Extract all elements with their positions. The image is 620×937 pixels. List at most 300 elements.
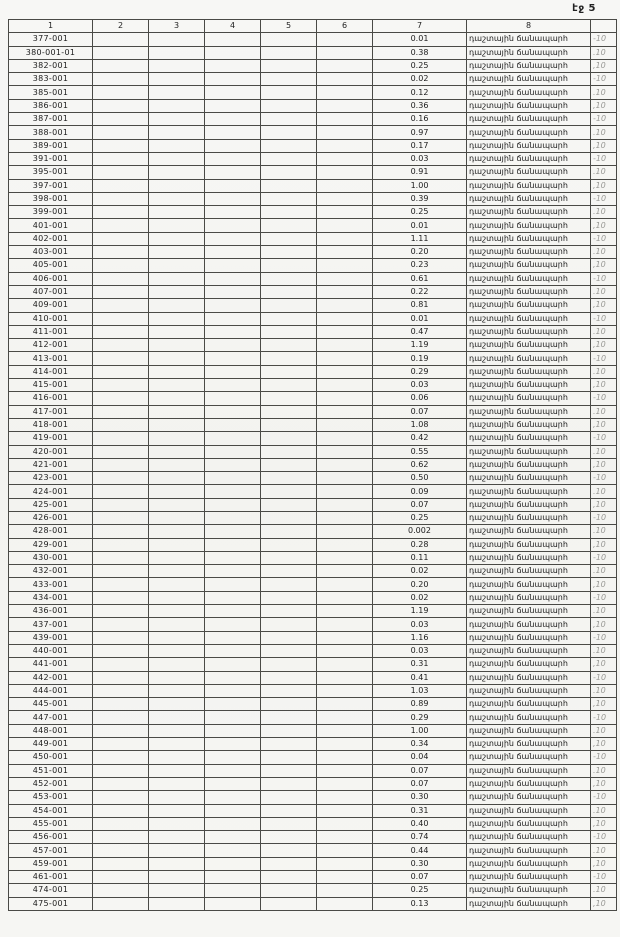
empty-cell <box>317 644 373 657</box>
code-cell: 421-001 <box>9 458 93 471</box>
empty-cell <box>317 299 373 312</box>
empty-cell <box>205 591 261 604</box>
empty-cell <box>317 285 373 298</box>
table-header <box>9 20 617 33</box>
empty-cell <box>261 658 317 671</box>
table-row <box>9 325 617 338</box>
table-row <box>9 33 617 46</box>
road-cell: դաշտային ճանապարհ <box>467 285 591 298</box>
empty-cell <box>149 166 205 179</box>
empty-cell <box>205 339 261 352</box>
table-row <box>9 352 617 365</box>
table-row <box>9 777 617 790</box>
empty-cell <box>261 179 317 192</box>
empty-cell <box>317 684 373 697</box>
empty-cell <box>317 591 373 604</box>
value-cell: 0.07 <box>373 871 467 884</box>
empty-cell <box>205 379 261 392</box>
empty-cell <box>317 565 373 578</box>
empty-cell <box>317 472 373 485</box>
empty-cell <box>93 405 149 418</box>
empty-cell <box>317 259 373 272</box>
empty-cell <box>93 724 149 737</box>
code-cell: 442-001 <box>9 671 93 684</box>
value-cell: 0.07 <box>373 777 467 790</box>
empty-cell <box>149 139 205 152</box>
empty-cell <box>317 897 373 910</box>
value-cell: 0.02 <box>373 591 467 604</box>
code-cell: 457-001 <box>9 844 93 857</box>
value-cell: 1.19 <box>373 339 467 352</box>
table-body <box>9 33 617 911</box>
road-cell: դաշտային ճանապարհ <box>467 658 591 671</box>
header-col-8: 8 <box>467 20 591 33</box>
empty-cell <box>317 219 373 232</box>
empty-cell <box>149 485 205 498</box>
table-row <box>9 578 617 591</box>
empty-cell <box>205 299 261 312</box>
empty-cell <box>93 46 149 59</box>
empty-cell <box>149 33 205 46</box>
code-cell: 434-001 <box>9 591 93 604</box>
empty-cell <box>205 33 261 46</box>
value-cell: 0.91 <box>373 166 467 179</box>
empty-cell <box>317 698 373 711</box>
empty-cell <box>93 698 149 711</box>
header-margin-spacer <box>591 20 617 33</box>
empty-cell <box>261 339 317 352</box>
empty-cell <box>205 511 261 524</box>
road-cell: դաշտային ճանապարհ <box>467 644 591 657</box>
empty-cell <box>317 445 373 458</box>
table-row <box>9 724 617 737</box>
empty-cell <box>205 698 261 711</box>
empty-cell <box>149 844 205 857</box>
margin-mark: .10 <box>591 525 617 538</box>
empty-cell <box>205 46 261 59</box>
table-row <box>9 538 617 551</box>
empty-cell <box>205 472 261 485</box>
empty-cell <box>93 684 149 697</box>
margin-mark: ,10 <box>591 817 617 830</box>
empty-cell <box>149 352 205 365</box>
empty-cell <box>261 565 317 578</box>
empty-cell <box>261 86 317 99</box>
empty-cell <box>261 219 317 232</box>
empty-cell <box>205 445 261 458</box>
road-cell: դաշտային ճանապարհ <box>467 246 591 259</box>
value-cell: 0.25 <box>373 59 467 72</box>
empty-cell <box>205 777 261 790</box>
margin-mark: ,10 <box>591 299 617 312</box>
margin-mark: ,10 <box>591 458 617 471</box>
code-cell: 415-001 <box>9 379 93 392</box>
margin-mark: ,10 <box>591 857 617 870</box>
empty-cell <box>261 897 317 910</box>
empty-cell <box>261 192 317 205</box>
header-col-3: 3 <box>149 20 205 33</box>
margin-mark: .10 <box>591 246 617 259</box>
empty-cell <box>93 764 149 777</box>
empty-cell <box>93 844 149 857</box>
table-row <box>9 418 617 431</box>
empty-cell <box>93 99 149 112</box>
margin-mark: ,10 <box>591 379 617 392</box>
table-row <box>9 511 617 524</box>
header-col-1: 1 <box>9 20 93 33</box>
empty-cell <box>205 73 261 86</box>
empty-cell <box>317 525 373 538</box>
table-row <box>9 711 617 724</box>
empty-cell <box>149 246 205 259</box>
table-row <box>9 46 617 59</box>
empty-cell <box>149 418 205 431</box>
empty-cell <box>317 791 373 804</box>
margin-mark: -10 <box>591 631 617 644</box>
empty-cell <box>205 312 261 325</box>
margin-mark: ,10 <box>591 538 617 551</box>
table-row <box>9 618 617 631</box>
road-cell: դաշտային ճանապարհ <box>467 299 591 312</box>
empty-cell <box>93 591 149 604</box>
empty-cell <box>149 179 205 192</box>
code-cell: 424-001 <box>9 485 93 498</box>
code-cell: 391-001 <box>9 152 93 165</box>
empty-cell <box>261 618 317 631</box>
empty-cell <box>93 485 149 498</box>
empty-cell <box>317 33 373 46</box>
empty-cell <box>261 458 317 471</box>
empty-cell <box>317 777 373 790</box>
empty-cell <box>149 684 205 697</box>
empty-cell <box>317 857 373 870</box>
table-row <box>9 658 617 671</box>
empty-cell <box>261 578 317 591</box>
code-cell: 407-001 <box>9 285 93 298</box>
table-row <box>9 631 617 644</box>
road-cell: դաշտային ճանապարհ <box>467 272 591 285</box>
empty-cell <box>149 777 205 790</box>
value-cell: 0.25 <box>373 511 467 524</box>
road-cell: դաշտային ճանապարհ <box>467 844 591 857</box>
empty-cell <box>93 33 149 46</box>
empty-cell <box>317 831 373 844</box>
road-cell: դաշտային ճանապարհ <box>467 565 591 578</box>
empty-cell <box>205 259 261 272</box>
empty-cell <box>317 511 373 524</box>
empty-cell <box>261 711 317 724</box>
empty-cell <box>149 578 205 591</box>
empty-cell <box>149 565 205 578</box>
empty-cell <box>261 126 317 139</box>
table-row <box>9 139 617 152</box>
empty-cell <box>205 432 261 445</box>
empty-cell <box>205 59 261 72</box>
value-cell: 0.04 <box>373 751 467 764</box>
empty-cell <box>93 259 149 272</box>
empty-cell <box>93 871 149 884</box>
empty-cell <box>205 458 261 471</box>
empty-cell <box>317 538 373 551</box>
code-cell: 417-001 <box>9 405 93 418</box>
road-cell: դաշտային ճանապարհ <box>467 591 591 604</box>
empty-cell <box>93 525 149 538</box>
road-cell: դաշտային ճանապարհ <box>467 325 591 338</box>
margin-mark: .10 <box>591 126 617 139</box>
value-cell: 1.19 <box>373 605 467 618</box>
empty-cell <box>261 724 317 737</box>
road-cell: դաշտային ճանապարհ <box>467 551 591 564</box>
empty-cell <box>317 485 373 498</box>
empty-cell <box>205 525 261 538</box>
margin-mark: .10 <box>591 405 617 418</box>
empty-cell <box>261 299 317 312</box>
table-row <box>9 259 617 272</box>
road-cell: դաշտային ճանապարհ <box>467 405 591 418</box>
empty-cell <box>93 472 149 485</box>
value-cell: 0.74 <box>373 831 467 844</box>
road-cell: դաշտային ճանապարհ <box>467 192 591 205</box>
empty-cell <box>261 392 317 405</box>
table-row <box>9 219 617 232</box>
empty-cell <box>93 126 149 139</box>
margin-mark: -10 <box>591 312 617 325</box>
margin-mark: -10 <box>591 751 617 764</box>
empty-cell <box>205 485 261 498</box>
empty-cell <box>261 791 317 804</box>
road-cell: դաշտային ճանապարհ <box>467 432 591 445</box>
table-row <box>9 844 617 857</box>
empty-cell <box>149 671 205 684</box>
value-cell: 0.02 <box>373 565 467 578</box>
margin-mark: ,10 <box>591 777 617 790</box>
empty-cell <box>149 285 205 298</box>
empty-cell <box>93 817 149 830</box>
value-cell: 0.31 <box>373 658 467 671</box>
road-cell: դաշտային ճանապարհ <box>467 472 591 485</box>
table-row <box>9 857 617 870</box>
empty-cell <box>149 312 205 325</box>
empty-cell <box>317 405 373 418</box>
road-cell: դաշտային ճանապարհ <box>467 73 591 86</box>
empty-cell <box>149 272 205 285</box>
empty-cell <box>149 299 205 312</box>
margin-mark: ,10 <box>591 418 617 431</box>
empty-cell <box>149 751 205 764</box>
empty-cell <box>261 259 317 272</box>
empty-cell <box>317 192 373 205</box>
table-row <box>9 458 617 471</box>
empty-cell <box>149 884 205 897</box>
margin-mark: -10 <box>591 73 617 86</box>
code-cell: 410-001 <box>9 312 93 325</box>
margin-mark: -10 <box>591 232 617 245</box>
empty-cell <box>261 684 317 697</box>
code-cell: 411-001 <box>9 325 93 338</box>
empty-cell <box>149 458 205 471</box>
value-cell: 0.01 <box>373 312 467 325</box>
code-cell: 418-001 <box>9 418 93 431</box>
value-cell: 0.03 <box>373 152 467 165</box>
empty-cell <box>149 804 205 817</box>
empty-cell <box>261 498 317 511</box>
table-row <box>9 671 617 684</box>
empty-cell <box>261 605 317 618</box>
empty-cell <box>317 325 373 338</box>
empty-cell <box>149 339 205 352</box>
value-cell: 0.19 <box>373 352 467 365</box>
margin-mark: .10 <box>591 166 617 179</box>
road-cell: դաշտային ճանապարհ <box>467 857 591 870</box>
table-row <box>9 206 617 219</box>
empty-cell <box>93 139 149 152</box>
empty-cell <box>149 698 205 711</box>
value-cell: 0.16 <box>373 113 467 126</box>
value-cell: 0.20 <box>373 246 467 259</box>
empty-cell <box>317 631 373 644</box>
empty-cell <box>261 445 317 458</box>
code-cell: 461-001 <box>9 871 93 884</box>
empty-cell <box>317 339 373 352</box>
road-cell: դաշտային ճանապարհ <box>467 139 591 152</box>
code-cell: 432-001 <box>9 565 93 578</box>
empty-cell <box>149 59 205 72</box>
empty-cell <box>205 418 261 431</box>
table-row <box>9 405 617 418</box>
empty-cell <box>205 884 261 897</box>
road-cell: դաշտային ճանապարհ <box>467 485 591 498</box>
code-cell: 441-001 <box>9 658 93 671</box>
code-cell: 426-001 <box>9 511 93 524</box>
value-cell: 0.62 <box>373 458 467 471</box>
empty-cell <box>149 86 205 99</box>
empty-cell <box>317 46 373 59</box>
empty-cell <box>205 538 261 551</box>
empty-cell <box>261 139 317 152</box>
empty-cell <box>261 232 317 245</box>
empty-cell <box>149 472 205 485</box>
empty-cell <box>149 379 205 392</box>
empty-cell <box>93 392 149 405</box>
road-cell: դաշտային ճանապարհ <box>467 511 591 524</box>
empty-cell <box>205 405 261 418</box>
value-cell: 0.07 <box>373 498 467 511</box>
table-row <box>9 126 617 139</box>
table-row <box>9 312 617 325</box>
margin-mark: -10 <box>591 511 617 524</box>
data-table <box>8 19 617 911</box>
table-row <box>9 392 617 405</box>
code-cell: 386-001 <box>9 99 93 112</box>
margin-mark: ,10 <box>591 339 617 352</box>
empty-cell <box>93 578 149 591</box>
empty-cell <box>261 764 317 777</box>
empty-cell <box>205 684 261 697</box>
value-cell: 0.41 <box>373 671 467 684</box>
empty-cell <box>149 73 205 86</box>
table-row <box>9 897 617 910</box>
table-row <box>9 551 617 564</box>
empty-cell <box>205 246 261 259</box>
empty-cell <box>317 232 373 245</box>
header-col-7: 7 <box>373 20 467 33</box>
code-cell: 450-001 <box>9 751 93 764</box>
empty-cell <box>205 272 261 285</box>
value-cell: 0.44 <box>373 844 467 857</box>
code-cell: 440-001 <box>9 644 93 657</box>
margin-mark: .10 <box>591 605 617 618</box>
code-cell: 451-001 <box>9 764 93 777</box>
empty-cell <box>317 352 373 365</box>
header-row <box>9 20 617 33</box>
margin-mark: .10 <box>591 365 617 378</box>
margin-mark: .10 <box>591 565 617 578</box>
empty-cell <box>93 299 149 312</box>
empty-cell <box>261 33 317 46</box>
margin-mark: .10 <box>591 485 617 498</box>
empty-cell <box>149 591 205 604</box>
empty-cell <box>93 804 149 817</box>
code-cell: 454-001 <box>9 804 93 817</box>
value-cell: 0.39 <box>373 192 467 205</box>
empty-cell <box>317 73 373 86</box>
table-row <box>9 59 617 72</box>
empty-cell <box>261 405 317 418</box>
value-cell: 0.89 <box>373 698 467 711</box>
code-cell: 456-001 <box>9 831 93 844</box>
empty-cell <box>93 631 149 644</box>
value-cell: 0.17 <box>373 139 467 152</box>
empty-cell <box>317 86 373 99</box>
empty-cell <box>261 591 317 604</box>
table-row <box>9 498 617 511</box>
road-cell: դաշտային ճանապարհ <box>467 152 591 165</box>
empty-cell <box>93 339 149 352</box>
empty-cell <box>149 445 205 458</box>
road-cell: դաշտային ճանապարհ <box>467 86 591 99</box>
empty-cell <box>149 126 205 139</box>
empty-cell <box>149 738 205 751</box>
code-cell: 452-001 <box>9 777 93 790</box>
empty-cell <box>317 671 373 684</box>
code-cell: 475-001 <box>9 897 93 910</box>
empty-cell <box>93 738 149 751</box>
empty-cell <box>261 538 317 551</box>
empty-cell <box>261 738 317 751</box>
value-cell: 0.55 <box>373 445 467 458</box>
margin-mark: -10 <box>591 791 617 804</box>
empty-cell <box>149 897 205 910</box>
table-row <box>9 246 617 259</box>
road-cell: դաշտային ճանապարհ <box>467 352 591 365</box>
empty-cell <box>261 751 317 764</box>
code-cell: 412-001 <box>9 339 93 352</box>
empty-cell <box>261 272 317 285</box>
table-row <box>9 605 617 618</box>
empty-cell <box>261 59 317 72</box>
table-row <box>9 152 617 165</box>
empty-cell <box>205 644 261 657</box>
table-row <box>9 113 617 126</box>
empty-cell <box>205 791 261 804</box>
code-cell: 389-001 <box>9 139 93 152</box>
empty-cell <box>93 285 149 298</box>
empty-cell <box>261 525 317 538</box>
code-cell: 429-001 <box>9 538 93 551</box>
header-col-2: 2 <box>93 20 149 33</box>
margin-mark: -10 <box>591 711 617 724</box>
empty-cell <box>93 192 149 205</box>
